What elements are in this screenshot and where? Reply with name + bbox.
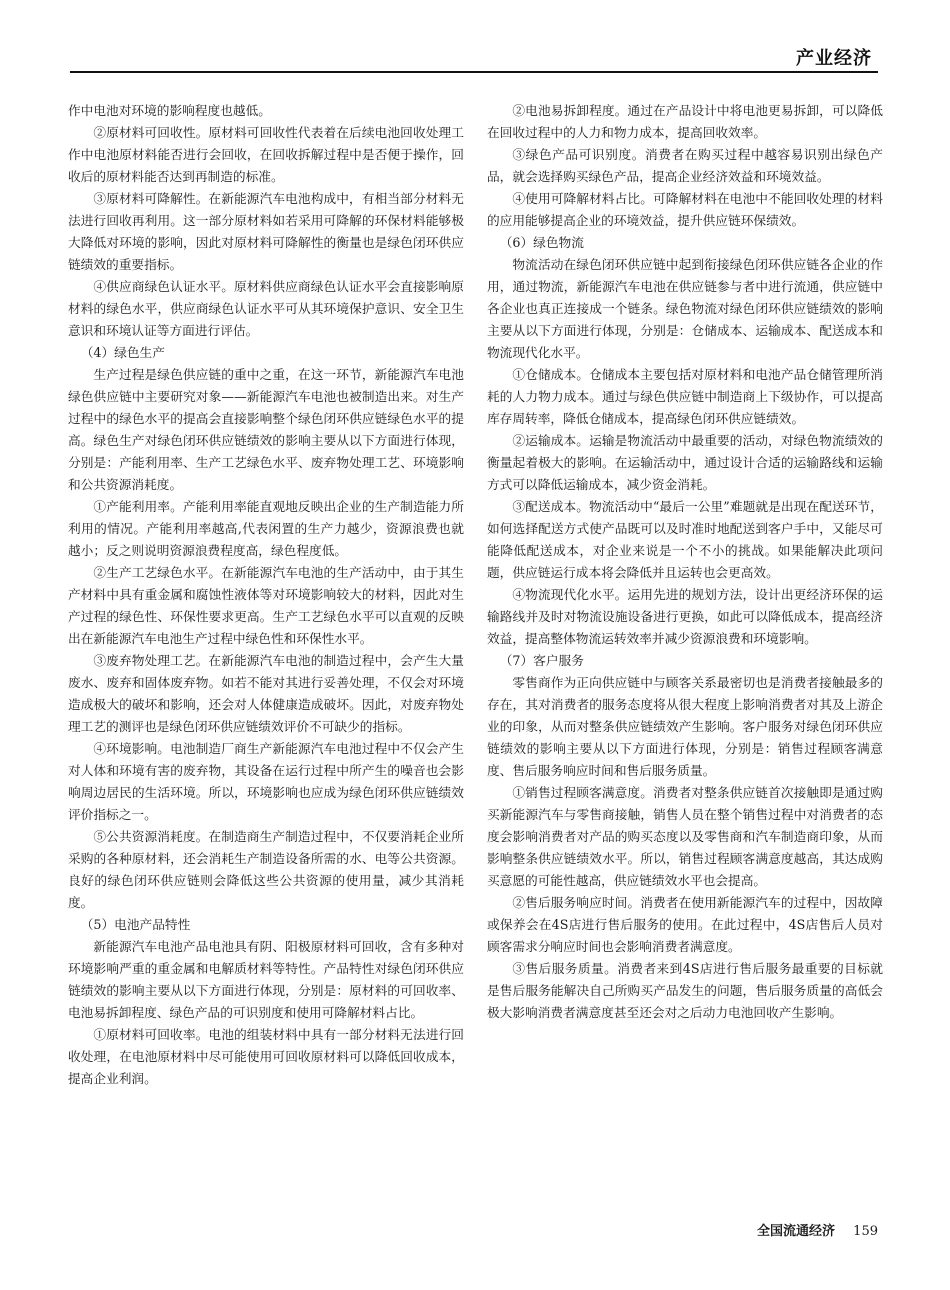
- paragraph: ①仓储成本。仓储成本主要包括对原材料和电池产品仓储管理所消耗的人力物力成本。通过与绿色供应链中制造商上下级协作，可以提高库存周转率，降低仓储成本，提高绿色闭环供应链绩效。: [487, 367, 883, 426]
- paragraph: ①原材料可回收率。电池的组装材料中具有一部分材料无法进行回收处理，在电池原材料中尽可能使用可回收原材料可以降低回收成本，提高企业利润。: [68, 1027, 464, 1086]
- paragraph: ③原材料可降解性。在新能源汽车电池构成中，有相当部分材料无法进行回收再利用。这一部分原材料如若采用可降解的环保材料能够极大降低对环境的影响，因此对原材料可降解性的衡量也是绿色闭环供应链绩效的重要指标。: [68, 191, 464, 272]
- paragraph: 生产过程是绿色供应链的重中之重，在这一环节，新能源汽车电池绿色供应链中主要研究对象——新能源汽车电池也被制造出来。对生产过程中的绿色水平的提高会直接影响整个绿色闭环供应链绿色水平的提高。绿色生产对绿色闭环供应链绩效的影响主要从以下方面进行体现，分别是：产能利用率、生产工艺绿色水平、废弃物处理工艺、环境影响和公共资源消耗度。: [68, 367, 464, 492]
- paragraph: ②售后服务响应时间。消费者在使用新能源汽车的过程中，因故障或保养会在4S店进行售后服务的使用。在此过程中，4S店售后人员对顾客需求分响应时间也会影响消费者满意度。: [487, 895, 883, 954]
- paragraph: ②原材料可回收性。原材料可回收性代表着在后续电池回收处理工作中电池原材料能否进行会回收，在回收拆解过程中是否便于操作，回收后的原材料能否达到再制造的标准。: [68, 125, 464, 184]
- running-header: [0, 38, 950, 72]
- paragraph: 物流活动在绿色闭环供应链中起到衔接绿色闭环供应链各企业的作用，通过物流，新能源汽车电池在供应链参与者中进行流通，供应链中各企业也真正连接成一个链条。绿色物流对绿色闭环供应链绩效的影响主要从以下方面进行体现，分别是：仓储成本、运输成本、配送成本和物流现代化水平。: [487, 257, 883, 360]
- paragraph: ②运输成本。运输是物流活动中最重要的活动，对绿色物流绩效的衡量起着极大的影响。在运输活动中，通过设计合适的运输路线和运输方式可以降低运输成本，减少资金消耗。: [487, 433, 883, 492]
- paragraph: 作中电池对环境的影响程度也越低。: [68, 103, 271, 118]
- paragraph: ③废弃物处理工艺。在新能源汽车电池的制造过程中，会产生大量废水、废弃和固体废弃物。如若不能对其进行妥善处理，不仅会对环境造成极大的破坏和影响，还会对人体健康造成破坏。因此，对废弃物处理工艺的测评也是绿色闭环供应链绩效评价不可缺少的指标。: [68, 653, 464, 734]
- paragraph: ①销售过程顾客满意度。消费者对整条供应链首次接触即是通过购买新能源汽车与零售商接触，销售人员在整个销售过程中对消费者的态度会影响消费者对产品的购买态度以及零售商和汽车制造商印象，从而影响整条供应链绩效水平。所以，销售过程顾客满意度越高，其达成购买意愿的可能性越高，供应链绩效水平也会提高。: [487, 785, 883, 888]
- paragraph: ②电池易拆卸程度。通过在产品设计中将电池更易拆卸，可以降低在回收过程中的人力和物力成本，提高回收效率。: [487, 103, 883, 140]
- right-column: [487, 100, 883, 1024]
- paragraph: ③配送成本。物流活动中“最后一公里”难题就是出现在配送环节，如何选择配送方式使产品既可以及时准时地配送到客户手中，又能尽可能降低配送成本，对企业来说是一个不小的挑战。如果能解决此项问题，供应链运行成本将会降低并且运转也会更高效。: [487, 499, 883, 580]
- paragraph: ①产能利用率。产能利用率能直观地反映出企业的生产制造能力所利用的情况。产能利用率越高,代表闲置的生产力越少，资源浪费也就越小；反之则说明资源浪费程度高，绿色程度低。: [68, 499, 464, 558]
- paragraph: ③绿色产品可识别度。消费者在购买过程中越容易识别出绿色产品，就会选择购买绿色产品，提高企业经济效益和环境效益。: [487, 147, 883, 184]
- paragraph: ④环境影响。电池制造厂商生产新能源汽车电池过程中不仅会产生对人体和环境有害的废弃物，其设备在运行过程中所产生的噪音也会影响周边居民的生活环境。所以，环境影响也应成为绿色闭环供应链绩效评价指标之一。: [68, 741, 464, 822]
- section-title: 产业经济: [796, 48, 872, 69]
- journal-name: 全国流通经济: [757, 1224, 836, 1239]
- paragraph: 零售商作为正向供应链中与顾客关系最密切也是消费者接触最多的存在，其对消费者的服务态度将从很大程度上影响消费者对其及上游企业的印象，从而对整条供应链绩效产生影响。客户服务对绿色闭环供应链绩效的影响主要从以下方面进行体现，分别是：销售过程顾客满意度、售后服务响应时间和售后服务质量。: [487, 675, 883, 778]
- subsection-heading: （5）电池产品特性: [80, 917, 191, 932]
- page-footer: [757, 1220, 878, 1239]
- header-rule: [70, 71, 878, 73]
- page-number: 159: [853, 1224, 878, 1239]
- paragraph: ②生产工艺绿色水平。在新能源汽车电池的生产活动中，由于其生产材料中具有重金属和腐蚀性液体等对环境影响较大的材料，因此对生产过程的绿色性、环保性要求更高。生产工艺绿色水平可以直观的反映出在新能源汽车电池生产过程中绿色性和环保性水平。: [68, 565, 464, 646]
- left-column: [68, 100, 464, 1090]
- subsection-heading: （4）绿色生产: [80, 345, 165, 360]
- paragraph: 新能源汽车电池产品电池具有阴、阳极原材料可回收，含有多种对环境影响严重的重金属和电解质材料等特性。产品特性对绿色闭环供应链绩效的影响主要从以下方面进行体现，分别是：原材料的可回收率、电池易拆卸程度、绿色产品的可识别度和使用可降解材料占比。: [68, 939, 464, 1020]
- subsection-heading: （6）绿色物流: [499, 235, 584, 250]
- paragraph: ⑤公共资源消耗度。在制造商生产制造过程中，不仅要消耗企业所采购的各种原材料，还会消耗生产制造设备所需的水、电等公共资源。良好的绿色闭环供应链则会降低这些公共资源的使用量，减少其消耗度。: [68, 829, 464, 910]
- paragraph: ④供应商绿色认证水平。原材料供应商绿色认证水平会直接影响原材料的绿色水平，供应商绿色认证水平可从其环境保护意识、安全卫生意识和环境认证等方面进行评估。: [68, 279, 464, 338]
- paragraph: ③售后服务质量。消费者来到4S店进行售后服务最重要的目标就是售后服务能解决自己所购买产品发生的问题，售后服务质量的高低会极大影响消费者满意度甚至还会对之后动力电池回收产生影响。: [487, 961, 883, 1020]
- paragraph: ④物流现代化水平。运用先进的规划方法，设计出更经济环保的运输路线并及时对物流设施设备进行更换，如此可以降低成本，提高经济效益，提高整体物流运转效率并减少资源浪费和环境影响。: [487, 587, 883, 646]
- subsection-heading: （7）客户服务: [499, 653, 584, 668]
- paragraph: ④使用可降解材料占比。可降解材料在电池中不能回收处理的材料的应用能够提高企业的环境效益，提升供应链环保绩效。: [487, 191, 883, 228]
